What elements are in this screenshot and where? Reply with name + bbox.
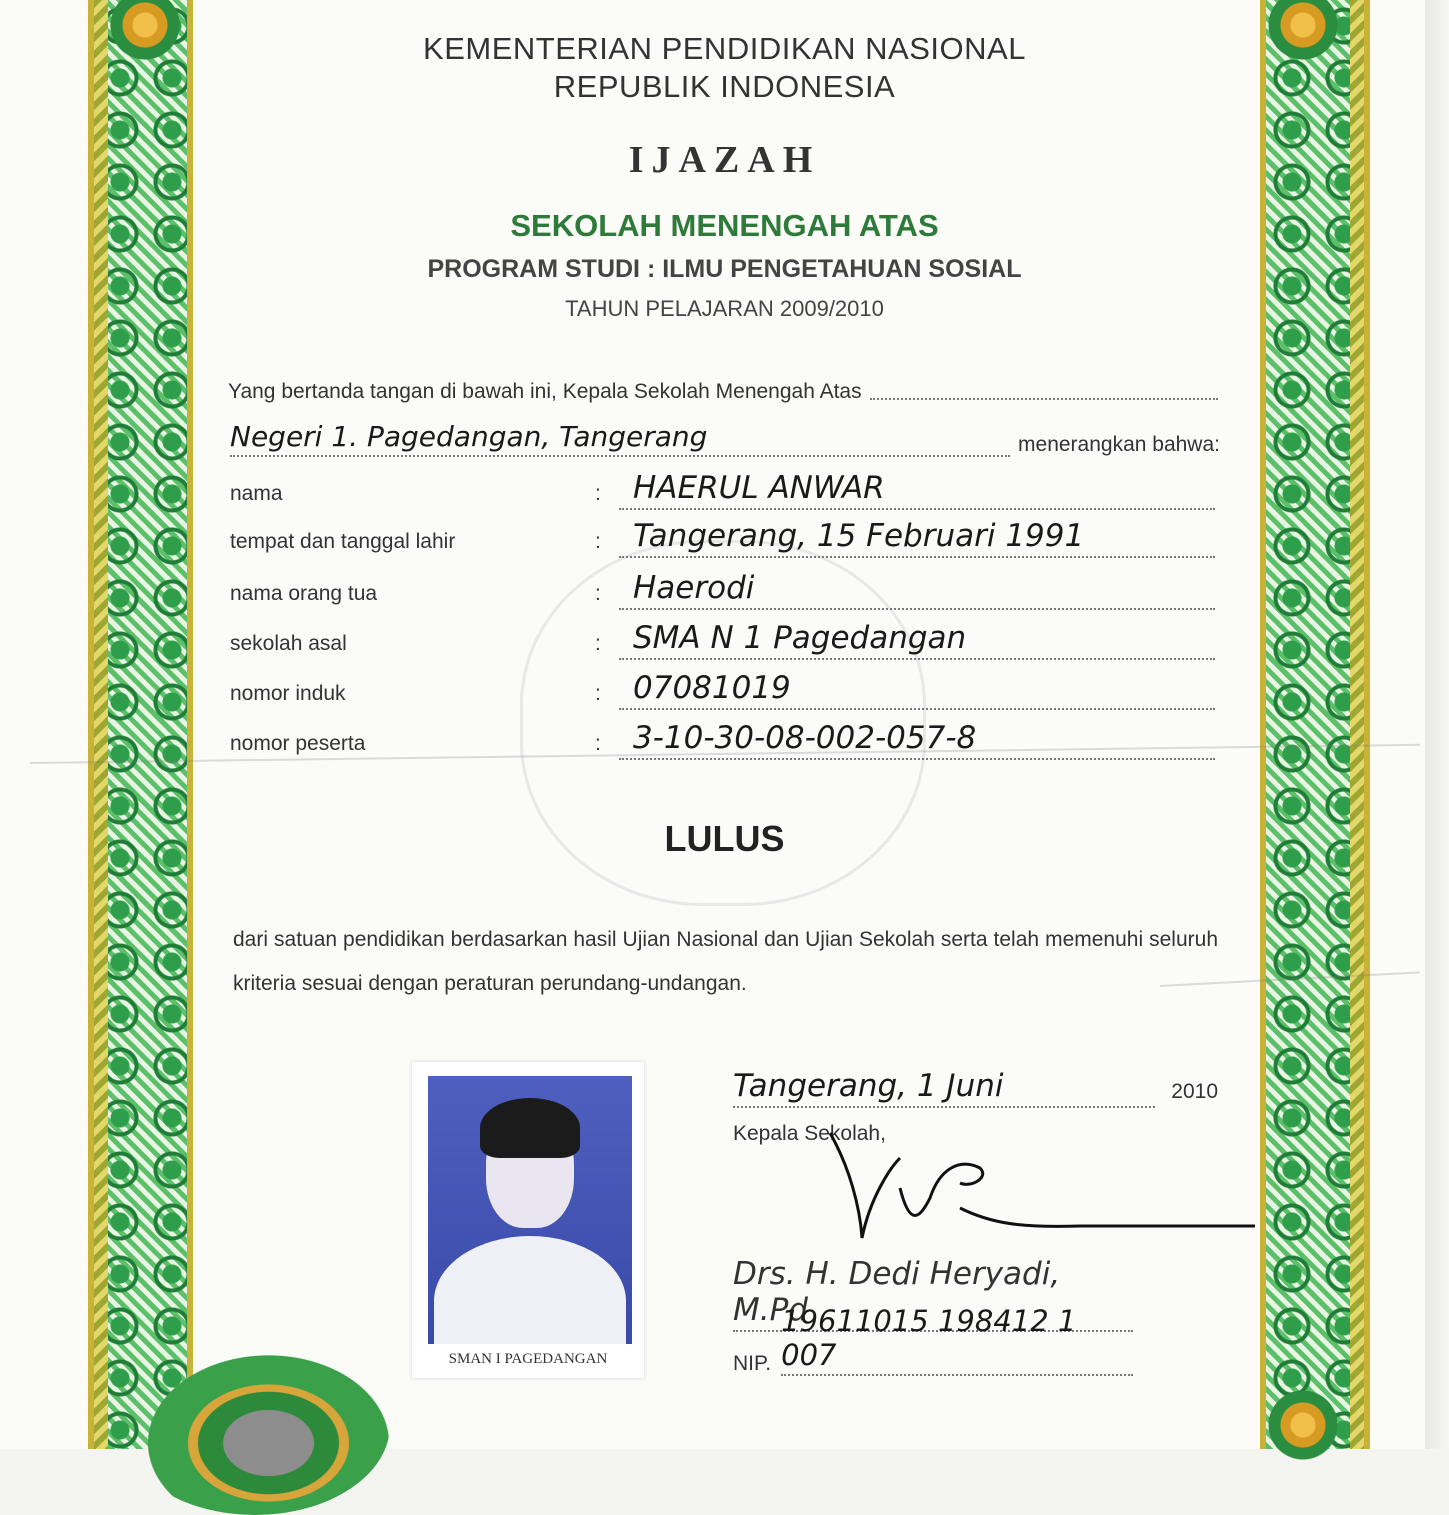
dotted-fill bbox=[870, 398, 1218, 400]
field-colon: : bbox=[595, 482, 601, 505]
ministry-line-2: REPUBLIK INDONESIA bbox=[553, 69, 896, 104]
ministry-line-1: KEMENTERIAN PENDIDIKAN NASIONAL bbox=[423, 31, 1026, 66]
photo-shirt bbox=[434, 1236, 626, 1344]
ministry-heading bbox=[0, 30, 1449, 106]
description-paragraph: dari satuan pendidikan berdasarkan hasil Ujian Nasional dan Ujian Sekolah serta telah memenuhi seluruh kriteria sesuai dengan peraturan perundang-undangan. bbox=[233, 928, 1218, 995]
statement-tail: menerangkan bahwa: bbox=[1018, 433, 1220, 456]
field-colon: : bbox=[595, 582, 601, 605]
statement-text: Yang bertanda tangan di bawah ini, Kepala Sekolah Menengah Atas bbox=[228, 380, 862, 403]
study-program: PROGRAM STUDI : ILMU PENGETAHUAN SOSIAL bbox=[427, 255, 1022, 283]
field-label: nomor peserta bbox=[230, 732, 366, 755]
emblem-seal bbox=[120, 1335, 390, 1515]
signature-year: 2010 bbox=[1171, 1080, 1218, 1103]
statement-line-2 bbox=[230, 420, 1220, 457]
nip-label: NIP. bbox=[733, 1352, 772, 1375]
field-sekolah-asal bbox=[230, 620, 1215, 660]
photo-stamp-caption: SMAN I PAGEDANGAN bbox=[448, 1351, 608, 1367]
field-tempat-tanggal-lahir bbox=[230, 518, 1215, 558]
document-title: IJAZAH bbox=[628, 139, 821, 181]
nip-value-handwritten: 19611015 198412 1 007 bbox=[781, 1304, 1133, 1376]
field-value: 07081019 bbox=[619, 670, 1215, 710]
field-label: nama orang tua bbox=[230, 582, 378, 605]
field-label: nomor induk bbox=[230, 682, 346, 705]
field-value: SMA N 1 Pagedangan bbox=[619, 620, 1215, 660]
field-value: Tangerang, 15 Februari 1991 bbox=[619, 518, 1215, 558]
field-value: HAERUL ANWAR bbox=[619, 470, 1215, 510]
field-colon: : bbox=[595, 682, 601, 705]
field-colon: : bbox=[595, 632, 601, 655]
statement-line-1 bbox=[228, 380, 1218, 404]
photo-hair bbox=[480, 1098, 580, 1158]
field-colon: : bbox=[595, 732, 601, 755]
school-name-handwritten: Negeri 1. Pagedangan, Tangerang bbox=[230, 420, 1010, 457]
field-value: Haerodi bbox=[619, 570, 1215, 610]
field-nomor-induk bbox=[230, 670, 1215, 710]
signatory-title: Kepala Sekolah, bbox=[733, 1122, 886, 1145]
signature-place-date bbox=[733, 1068, 1218, 1108]
field-label: nama bbox=[230, 482, 283, 505]
corner-ornament-bottom-right bbox=[1268, 1390, 1338, 1460]
field-nomor-peserta bbox=[230, 720, 1215, 760]
field-value: 3-10-30-08-002-057-8 bbox=[619, 720, 1215, 760]
academic-year: TAHUN PELAJARAN 2009/2010 bbox=[565, 296, 884, 321]
field-label: tempat dan tanggal lahir bbox=[230, 530, 456, 553]
principal-name-handwritten: Drs. H. Dedi Heryadi, M.Pd bbox=[733, 1256, 1133, 1332]
school-level: SEKOLAH MENENGAH ATAS bbox=[510, 208, 939, 243]
student-photo bbox=[412, 1062, 644, 1378]
field-nama bbox=[230, 470, 1215, 510]
field-nama-orang-tua bbox=[230, 570, 1215, 610]
handwritten-signature bbox=[820, 1128, 1260, 1248]
field-label: sekolah asal bbox=[230, 632, 347, 655]
place-date-handwritten: Tangerang, 1 Juni bbox=[733, 1068, 1155, 1108]
principal-nip bbox=[733, 1304, 1133, 1376]
result-lulus: LULUS bbox=[664, 818, 785, 859]
field-colon: : bbox=[595, 530, 601, 553]
photo-image bbox=[428, 1076, 632, 1344]
